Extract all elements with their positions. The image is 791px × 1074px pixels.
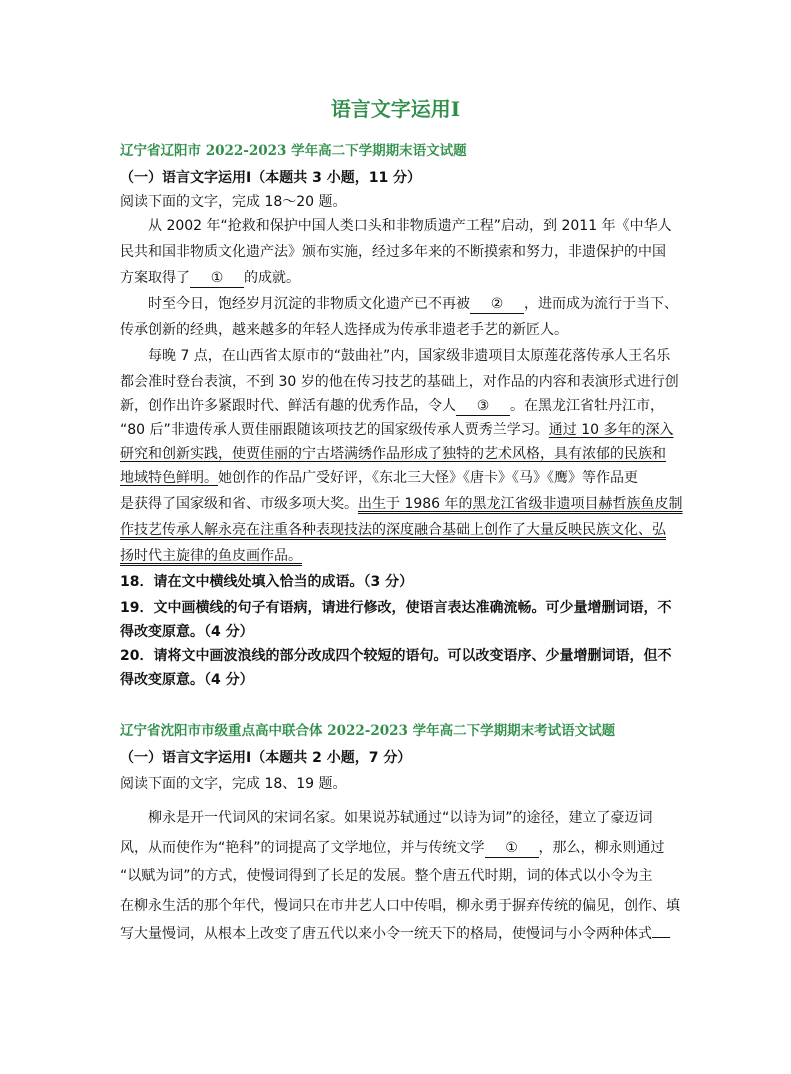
question-20-cont: 得改变原意。（4 分） bbox=[120, 672, 254, 688]
page-title: 语言文字运用Ⅰ bbox=[330, 97, 461, 121]
text-segment: 写大量慢词，从根本上改变了唐五代以来小令一统天下的格局，使慢词与小令两种体式 bbox=[120, 926, 652, 942]
text-segment: 是获得了国家级和省、市级多项大奖。 bbox=[120, 496, 358, 512]
fill-blank-2: ② bbox=[470, 295, 524, 314]
paragraph-line bbox=[120, 494, 683, 514]
text-segment: 时至今日，饱经岁月沉淀的非物质文化遗产已不再被 bbox=[148, 296, 470, 312]
question-19-cont: 得改变原意。（4 分） bbox=[120, 624, 254, 640]
paragraph-line bbox=[120, 468, 638, 488]
paragraph-line: 每晚 7 点，在山西省太原市的“鼓曲社”内，国家级非遗项目太原莲花落传承人王名乐 bbox=[148, 348, 671, 364]
source-heading-2: 辽宁省沈阳市市级重点高中联合体 2022-2023 学年高二下学期期末考试语文试题 bbox=[120, 723, 616, 739]
text-segment: ，进而成为流行于当下、 bbox=[524, 296, 678, 312]
fill-blank-4: ① bbox=[485, 839, 539, 858]
section-header-1: （一）语言文字运用Ⅰ（本题共 3 小题，11 分） bbox=[120, 170, 422, 186]
paragraph-line bbox=[120, 268, 300, 288]
paragraph-line: “以赋为词”的方式，使慢词得到了长足的发展。整个唐五代时期，词的体式以小令为主 bbox=[120, 868, 653, 884]
text-segment: 风，从而使作为“艳科”的词提高了文学地位，并与传统文学 bbox=[120, 840, 485, 856]
paragraph-line: 在柳永生活的那个年代，慢词只在市井艺人口中传唱，柳永勇于摒弃传统的偏见，创作、填 bbox=[120, 898, 680, 914]
source-heading-1: 辽宁省辽阳市 2022-2023 学年高二下学期期末语文试题 bbox=[120, 143, 467, 159]
fill-blank-1: ① bbox=[190, 269, 244, 288]
text-segment: ，那么，柳永则通过 bbox=[538, 840, 665, 856]
paragraph-line bbox=[120, 838, 665, 858]
text-segment: 的成就。 bbox=[244, 270, 300, 286]
paragraph-line: 都会准时登台表演，不到 30 岁的他在传习技艺的基础上，对作品的内容和表演形式进行创 bbox=[120, 374, 679, 390]
paragraph-line: 柳永是开一代词风的宋词名家。如果说苏轼通过“以诗为词”的途径，建立了豪迈词 bbox=[148, 810, 653, 826]
underlined-sentence-line: 研究和创新实践，使贾佳丽的宁古塔满绣作品形成了独特的艺术风格，具有浓郁的民族和 bbox=[120, 446, 666, 462]
text-segment: 。在黑龙江省牡丹江市， bbox=[510, 398, 664, 414]
paragraph-line: 传承创新的经典，越来越多的年轻人选择成为传承非遗老手艺的新匠人。 bbox=[120, 322, 568, 338]
text-segment: “80 后”非遗传承人贾佳丽跟随该项技艺的国家级传承人贾秀兰学习。 bbox=[120, 422, 549, 438]
instruction-1: 阅读下面的文字，完成 18～20 题。 bbox=[120, 194, 347, 210]
text-segment: 方案取得了 bbox=[120, 270, 190, 286]
wavy-underlined-line: 作技艺传承人解永亮在注重各种表现技法的深度融合基础上创作了大量反映民族文化、弘 bbox=[120, 522, 666, 538]
fill-blank-3: ③ bbox=[456, 397, 510, 416]
paragraph-line bbox=[120, 420, 674, 440]
section-header-2: （一）语言文字运用Ⅰ（本题共 2 小题，7 分） bbox=[120, 750, 412, 766]
paragraph-line bbox=[120, 924, 670, 944]
text-segment: 新，创作出许多紧跟时代、鲜活有趣的优秀作品，令人 bbox=[120, 398, 456, 414]
paragraph-line: 民共和国非物质文化遗产法》颁布实施，经过多年来的不断摸索和努力，非遗保护的中国 bbox=[120, 244, 666, 260]
wavy-underlined-sentence: 出生于 1986 年的黑龙江省级非遗项目赫哲族鱼皮制 bbox=[358, 496, 683, 512]
question-19: 19．文中画横线的句子有语病，请进行修改，使语言表达准确流畅。可少量增删词语，不 bbox=[120, 600, 672, 616]
trailing-blank bbox=[652, 937, 670, 938]
paragraph-line: 从 2002 年“抢救和保护中国人类口头和非物质遗产工程”启动，到 2011 年《中华人 bbox=[148, 218, 672, 234]
underlined-sentence: 地域特色鲜明。 bbox=[120, 470, 218, 486]
text-segment: 她创作的作品广受好评，《东北三大怪》《唐卡》《马》《鹰》等作品更 bbox=[218, 470, 638, 486]
question-20: 20．请将文中画波浪线的部分改成四个较短的语句。可以改变语序、少量增删词语，但不 bbox=[120, 648, 672, 664]
question-18: 18．请在文中横线处填入恰当的成语。（3 分） bbox=[120, 574, 414, 590]
paragraph-line bbox=[148, 294, 678, 314]
underlined-sentence: 通过 10 多年的深入 bbox=[548, 422, 674, 438]
paragraph-line bbox=[120, 396, 664, 416]
instruction-2: 阅读下面的文字，完成 18、19 题。 bbox=[120, 776, 347, 792]
wavy-underlined-line: 扬时代主旋律的鱼皮画作品。 bbox=[120, 548, 302, 564]
